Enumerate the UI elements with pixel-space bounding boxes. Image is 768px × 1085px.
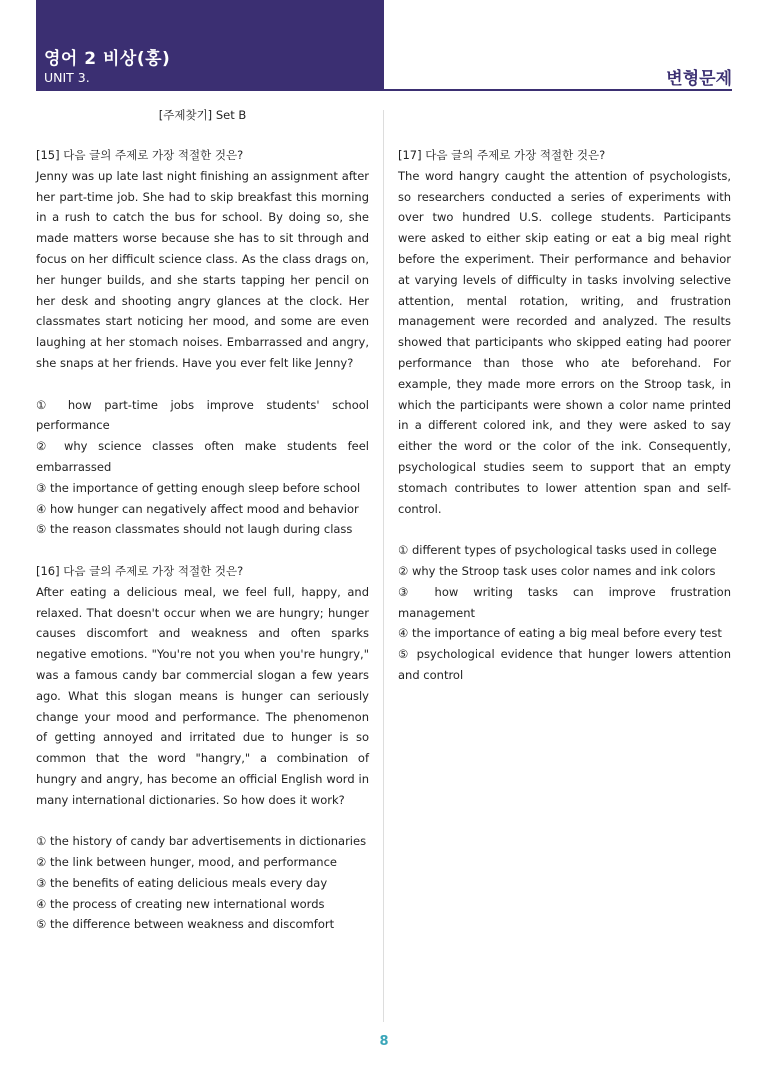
question-17	[398, 145, 731, 686]
choice-list	[398, 540, 731, 686]
question-passage: The word hangry caught the attention of psychologists, so researchers conducted a series of experiments with over two hundred U.S. college students. Participants were asked to either skip eating or eat a big meal right before the experiment. Their performance and behavior at varying levels of difficulty in tasks involving selective attention, mental rotation, writing, and frustration management were recorded and analyzed. The results showed that participants who skipped eating had poorer performance than those who ate beforehand. For example, they made more errors on the Stroop task, in which the participants were shown a color name printed in a different colored ink, and they were asked to say either the word or the color of the ink. Consequently, psychological studies seem to support that an empty stomach contributes to lower attention span and self-control.	[398, 168, 731, 516]
header-rule	[384, 89, 732, 91]
choice-item: ④ the importance of eating a big meal before every test	[398, 626, 722, 641]
choice-item: ② the link between hunger, mood, and performance	[36, 855, 337, 870]
column-divider	[383, 110, 384, 1022]
choice-item: ② why science classes often make students feel embarrassed	[36, 439, 369, 474]
set-label: [주제찾기] Set B	[158, 108, 247, 122]
section-label: 변형문제	[666, 69, 732, 89]
choice-item: ④ the process of creating new international words	[36, 896, 325, 911]
header-banner	[36, 0, 384, 91]
choice-list	[36, 395, 369, 541]
choice-list	[36, 831, 369, 935]
question-passage: Jenny was up late last night finishing an assignment after her part-time job. She had to skip breakfast this morning in a rush to catch the bus for school. By doing so, she made matters worse because she has to sit through and focus on her difficult science class. As the class drags on, her hunger builds, and she starts tapping her pencil on her desk and shooting angry glances at the clock. Her classmates start noticing her mood, and some are even laughing at her stomach noises. Embarrassed and angry, she snaps at her friends. Have you ever felt like Jenny?	[36, 168, 369, 370]
question-15	[36, 145, 369, 540]
right-column	[398, 145, 731, 686]
choice-item: ③ the benefits of eating delicious meals every day	[36, 875, 328, 890]
unit-label: UNIT 3.	[44, 70, 90, 85]
left-column	[36, 145, 369, 935]
question-number: [17] 다음 글의 주제로 가장 적절한 것은?	[398, 148, 606, 162]
choice-item: ① different types of psychological tasks used in college	[398, 543, 717, 558]
question-number: [15] 다음 글의 주제로 가장 적절한 것은?	[36, 148, 244, 162]
page-number: 8	[379, 1034, 389, 1049]
choice-item: ⑤ the reason classmates should not laugh during class	[36, 522, 353, 537]
choice-item: ③ how writing tasks can improve frustration management	[398, 584, 731, 620]
choice-item: ② why the Stroop task uses color names and ink colors	[398, 563, 716, 578]
choice-item: ⑤ the difference between weakness and discomfort	[36, 917, 335, 932]
book-title: 영어 2 비상(홍)	[44, 49, 171, 69]
choice-item: ④ how hunger can negatively affect mood and behavior	[36, 501, 359, 516]
question-number: [16] 다음 글의 주제로 가장 적절한 것은?	[36, 563, 244, 578]
choice-item: ③ the importance of getting enough sleep before school	[36, 480, 361, 495]
question-16	[36, 561, 369, 935]
choice-item: ① how part-time jobs improve students' school performance	[36, 397, 369, 433]
choice-item: ⑤ psychological evidence that hunger lowers attention and control	[398, 647, 731, 682]
choice-item: ① the history of candy bar advertisements in dictionaries	[36, 834, 367, 849]
question-passage: After eating a delicious meal, we feel full, happy, and relaxed. That doesn't occur when we are hungry; hunger causes discomfort and weakness and often sparks negative emotions. "You're not you when you're hungry," was a famous candy bar commercial slogan a few years ago. What this slogan means is hunger can seriously change your mood and performance. The phenomenon of getting annoyed and irritated due to hunger is so common that the word "hangry," a combination of hungry and angry, has become an official English word in many international dictionaries. So how does it work?	[36, 584, 369, 807]
